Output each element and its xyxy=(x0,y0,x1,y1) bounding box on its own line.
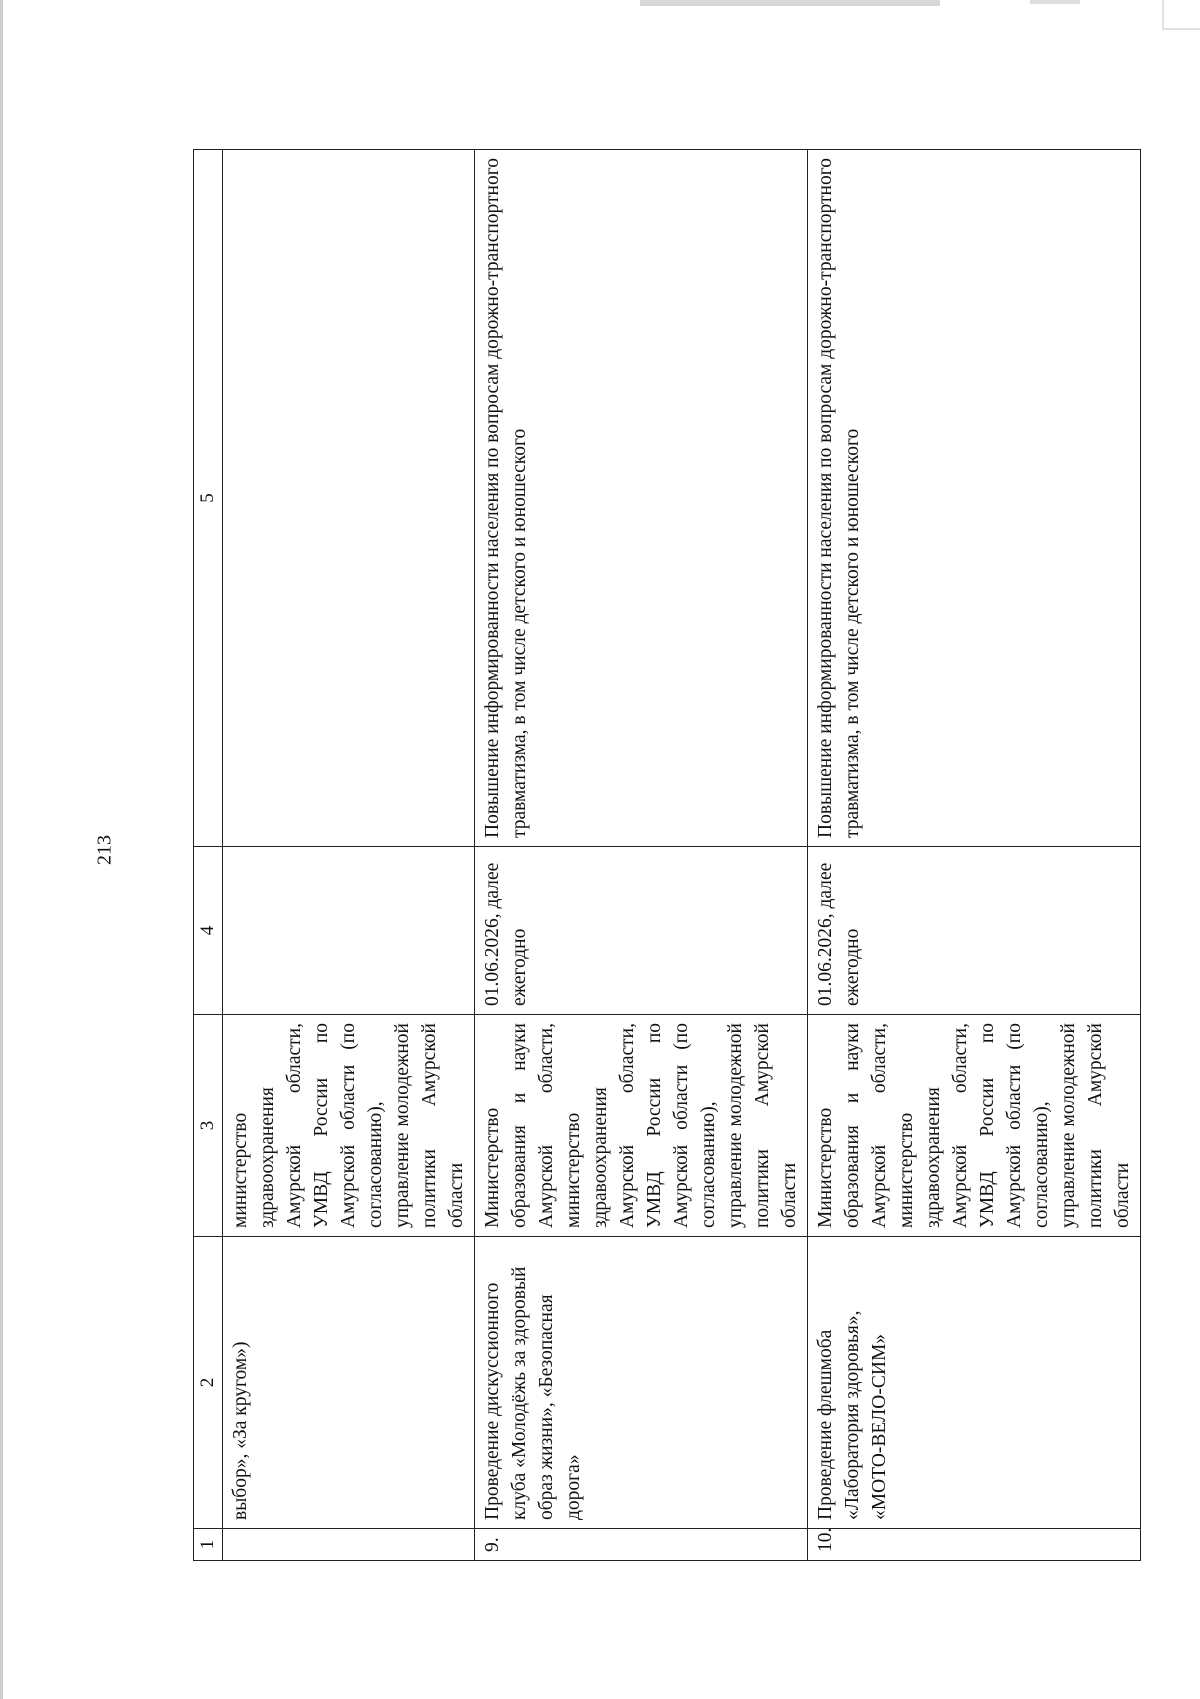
executors-cell: Министерство образования и науки Амурской области, министерство здравоохранения Амурской области, УМВД России по Амурской области (по согласованию), управление молодежной политики Амурской области xyxy=(475,1015,808,1237)
header-cell: 2 xyxy=(194,1237,223,1529)
header-cell: 1 xyxy=(194,1529,223,1561)
row-number-cell: 10. xyxy=(808,1529,1141,1561)
header-cell: 4 xyxy=(194,847,223,1015)
table-header-row xyxy=(194,150,223,1561)
term-cell: 01.06.2026, далее ежегодно xyxy=(475,847,808,1015)
table-row xyxy=(808,150,1141,1561)
events-table xyxy=(193,149,1141,1561)
term-cell: 01.06.2026, далее ежегодно xyxy=(808,847,1141,1015)
event-cell: выбор», «За кругом») xyxy=(223,1237,475,1529)
scan-artifact xyxy=(640,0,940,6)
row-number-cell xyxy=(223,1529,475,1561)
header-cell: 3 xyxy=(194,1015,223,1237)
table-row xyxy=(223,150,475,1561)
table-row xyxy=(475,150,808,1561)
result-cell: Повышение информированности населения по вопросам дорожно-транспортного травматизма, в том числе детского и юношеского xyxy=(475,150,808,847)
executors-cell: Министерство образования и науки Амурской области, министерство здравоохранения Амурской области, УМВД России по Амурской области (по согласованию), управление молодежной политики Амурской области xyxy=(808,1015,1141,1237)
result-cell xyxy=(223,150,475,847)
term-cell xyxy=(223,847,475,1015)
result-cell: Повышение информированности населения по вопросам дорожно-транспортного травматизма, в том числе детского и юношеского xyxy=(808,150,1141,847)
event-cell: Проведение дискуссионного клуба «Молодёжь за здоровый образ жизни», «Безопасная дорога» xyxy=(475,1237,808,1529)
row-number-cell: 9. xyxy=(475,1529,808,1561)
scan-artifact xyxy=(1030,0,1080,4)
header-cell: 5 xyxy=(194,150,223,847)
page-number: 213 xyxy=(93,835,116,865)
event-cell: Проведение флешмоба «Лаборатория здоровья», «МОТО-ВЕЛО-СИМ» xyxy=(808,1237,1141,1529)
scan-edge xyxy=(0,0,3,1699)
scan-artifact xyxy=(1162,0,1200,30)
rotated-table-wrapper xyxy=(193,149,1133,1561)
executors-cell: министерство здравоохранения Амурской области, УМВД России по Амурской области (по согласованию), управление молодежной политики Амурской области xyxy=(223,1015,475,1237)
